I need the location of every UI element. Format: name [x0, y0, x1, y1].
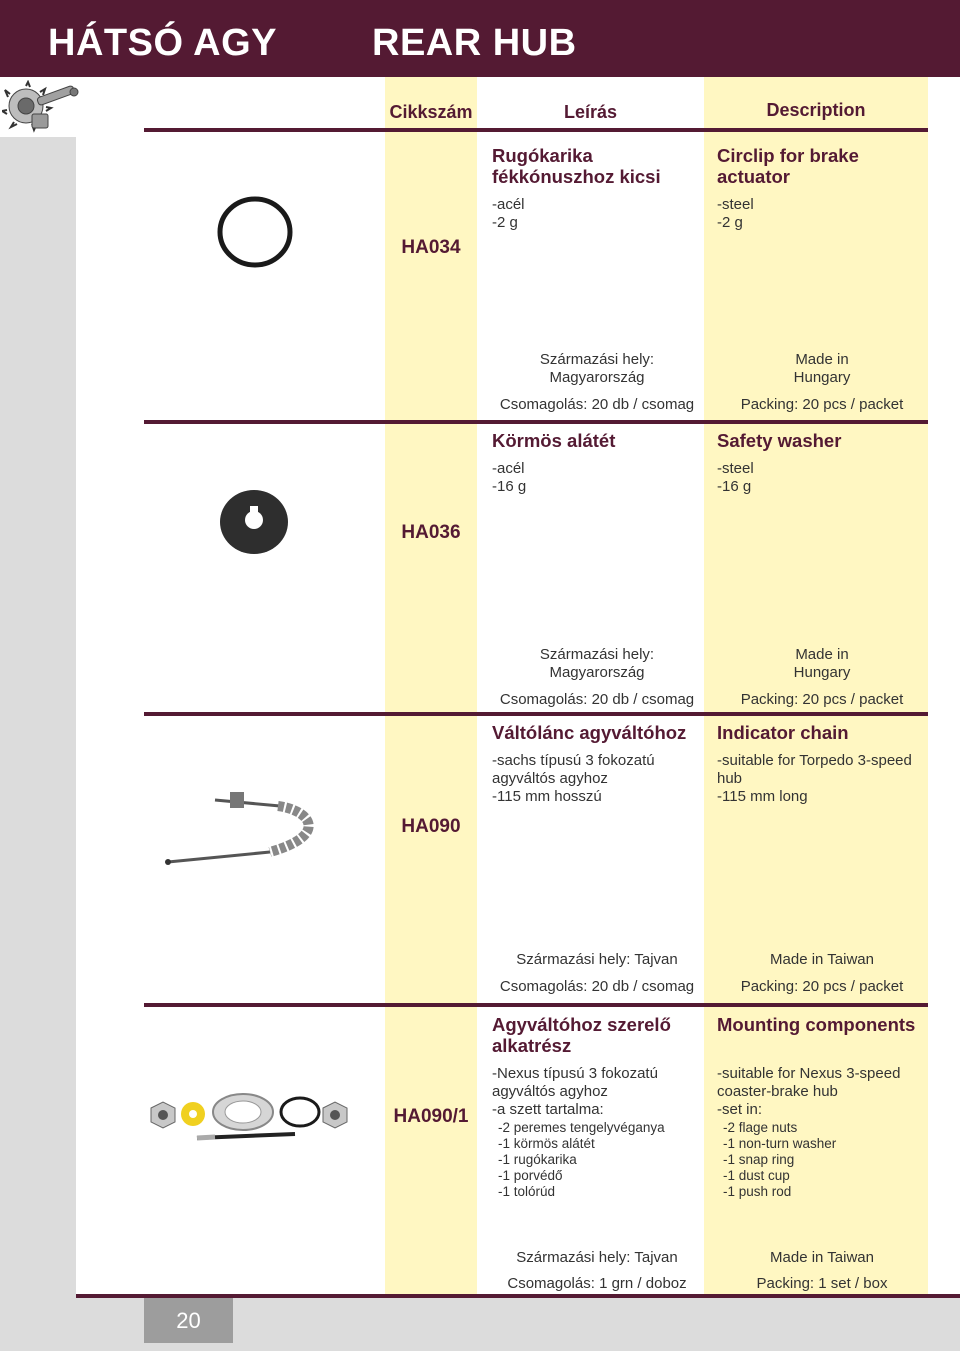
- page-title-hu: HÁTSÓ AGY: [48, 22, 277, 64]
- circlip-image: [215, 195, 295, 270]
- column-header-en: Description: [766, 100, 866, 120]
- divider: [144, 712, 928, 716]
- product-spec-en: -suitable for Nexus 3-speed: [717, 1065, 901, 1082]
- page-title-en: REAR HUB: [372, 22, 577, 64]
- set-item-hu: -1 rugókarika: [498, 1152, 577, 1167]
- product-spec-hu: agyváltós agyhoz: [492, 1083, 608, 1100]
- origin-en: Made in Taiwan: [770, 1249, 874, 1266]
- indicator-chain-image: [160, 780, 330, 875]
- product-title-en: Mounting components: [717, 1014, 916, 1035]
- product-code: HA090/1: [393, 1106, 469, 1127]
- column-header-hu: Leírás: [563, 102, 618, 122]
- set-item-hu: -2 peremes tengelyvéganya: [498, 1120, 665, 1135]
- origin-en: Made in Hungary: [793, 351, 851, 386]
- set-item-en: -1 non-turn washer: [723, 1136, 837, 1151]
- product-code: HA034: [401, 237, 461, 258]
- product-spec-en: -set in:: [717, 1101, 763, 1118]
- origin-hu: Származási hely: Tajvan: [516, 951, 678, 968]
- product-spec-en: coaster-brake hub: [717, 1083, 838, 1100]
- origin-hu: Származási hely: Magyarország: [539, 351, 655, 386]
- product-spec-en: -suitable for Torpedo 3-speed: [717, 752, 912, 769]
- safety-washer-image: [218, 488, 290, 556]
- product-title-hu: Rugókarika fékkónuszhoz kicsi: [492, 145, 661, 187]
- product-title-hu: Körmös alátét: [492, 430, 616, 451]
- divider: [144, 420, 928, 424]
- product-code: HA090: [401, 816, 461, 837]
- divider: [144, 128, 928, 132]
- product-spec-en: -115 mm long: [717, 788, 808, 805]
- set-item-en: -1 push rod: [723, 1184, 792, 1199]
- set-item-en: -1 snap ring: [723, 1152, 795, 1167]
- product-title-hu: Váltólánc agyváltóhoz: [492, 722, 687, 743]
- origin-hu: Származási hely: Tajvan: [516, 1249, 678, 1266]
- product-spec-en: -steel: [717, 460, 754, 477]
- product-spec-hu: -acél: [492, 196, 525, 213]
- packing-en: Packing: 20 pcs / packet: [740, 691, 904, 708]
- set-item-hu: -1 körmös alátét: [498, 1136, 595, 1151]
- product-code: HA036: [401, 522, 461, 543]
- packing-en: Packing: 20 pcs / packet: [740, 396, 904, 413]
- product-spec-en: hub: [717, 770, 743, 787]
- product-spec-hu: -2 g: [492, 214, 518, 231]
- packing-en: Packing: 20 pcs / packet: [740, 978, 904, 995]
- origin-en: Made in Hungary: [793, 646, 851, 681]
- product-spec-hu: -acél: [492, 460, 525, 477]
- set-item-hu: -1 tolórúd: [498, 1184, 556, 1199]
- product-spec-hu: -Nexus típusú 3 fokozatú: [492, 1065, 658, 1082]
- product-spec-hu: -115 mm hosszú: [492, 788, 602, 805]
- product-title-en: Safety washer: [717, 430, 842, 451]
- product-spec-en: -steel: [717, 196, 754, 213]
- packing-hu: Csomagolás: 20 db / csomag: [499, 396, 695, 413]
- mounting-components-image: [145, 1090, 355, 1155]
- set-item-en: -1 dust cup: [723, 1168, 790, 1183]
- set-item-en: -2 flage nuts: [723, 1120, 798, 1135]
- set-item-hu: -1 porvédő: [498, 1168, 563, 1183]
- product-title-en: Indicator chain: [717, 722, 849, 743]
- product-spec-hu: -sachs típusú 3 fokozatú: [492, 752, 655, 769]
- left-margin-strip: [0, 137, 76, 1351]
- product-spec-en: -16 g: [717, 478, 752, 495]
- packing-hu: Csomagolás: 20 db / csomag: [499, 978, 695, 995]
- product-title-en: Circlip for brake actuator: [717, 145, 859, 187]
- product-spec-hu: agyváltós agyhoz: [492, 770, 608, 787]
- origin-hu: Származási hely: Magyarország: [539, 646, 655, 681]
- packing-hu: Csomagolás: 20 db / csomag: [499, 691, 695, 708]
- page-number: 20: [144, 1298, 233, 1343]
- rear-hub-icon: [2, 80, 82, 138]
- product-spec-hu: -16 g: [492, 478, 527, 495]
- divider: [144, 1003, 928, 1007]
- column-header-code: Cikkszám: [389, 102, 473, 122]
- packing-en: Packing: 1 set / box: [756, 1275, 888, 1292]
- product-spec-en: -2 g: [717, 214, 743, 231]
- origin-en: Made in Taiwan: [770, 951, 874, 968]
- product-spec-hu: -a szett tartalma:: [492, 1101, 604, 1118]
- product-title-hu: Agyváltóhoz szerelő alkatrész: [492, 1014, 671, 1056]
- packing-hu: Csomagolás: 1 grn / doboz: [507, 1275, 687, 1292]
